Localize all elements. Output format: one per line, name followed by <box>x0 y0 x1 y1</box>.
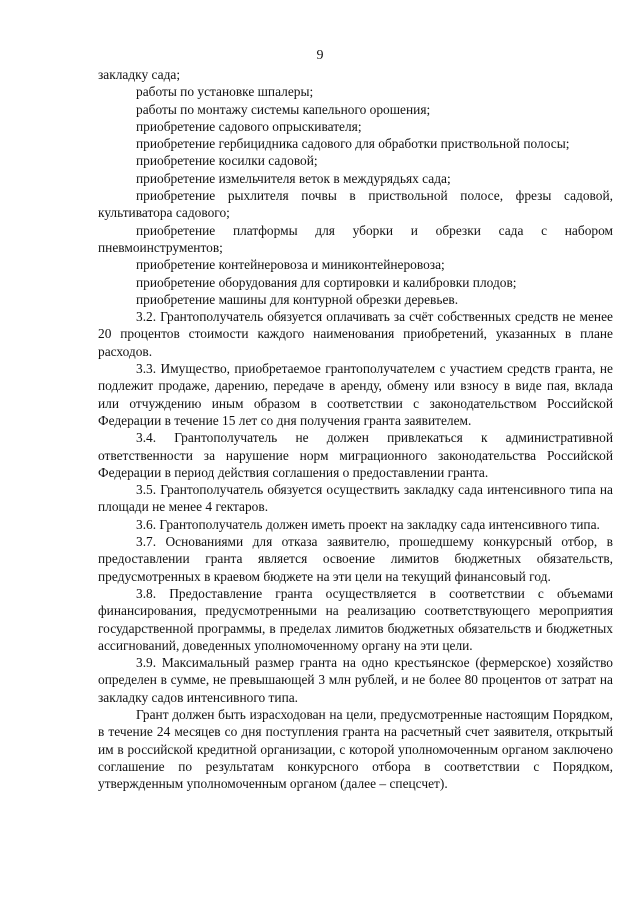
paragraph-3-5: 3.5. Грантополучатель обязуется осуществить закладку сада интенсивного типа на площади не менее 4 гектаров. <box>98 482 613 515</box>
paragraph-3-8: 3.8. Предоставление гранта осуществляется в соответствии с объемами финансирования, предусмотренными на реализацию соответствующего мероприятия государственной программы, в пределах лимитов бюджетных обязательств и бюджетных ассигнований, доведенных уполномоченному органу на эти цели. <box>98 585 613 653</box>
list-item: приобретение измельчителя веток в междурядьях сада; <box>136 170 451 186</box>
paragraph-3-3: 3.3. Имущество, приобретаемое грантополучателем с участием средств гранта, не подлежит продаже, дарению, передаче в аренду, обмену или взносу в виде пая, вклада или отчуждению иным образом в соответствии с законодательством Российской Федерации в течение 15 лет со дня получения гранта заявителем. <box>98 361 613 428</box>
paragraph-grant-usage: Грант должен быть израсходован на цели, предусмотренные настоящим Порядком, в течение 24 месяцев со дня поступления гранта на расчетный счет заявителя, открытый им в российской кредитной организации, с которой уполномоченным органом заключено соглашение по результатам конкурсного отбора в соответствии с Порядком, утвержденным уполномоченным органом (далее – спецсчет). <box>98 706 613 792</box>
document-body <box>98 66 613 792</box>
list-item: приобретение садового опрыскивателя; <box>136 118 362 134</box>
paragraph-3-9: 3.9. Максимальный размер гранта на одно крестьянское (фермерское) хозяйство определен в сумме, не превышающей 3 млн рублей, и не более 80 процентов от затрат на закладку садов интенсивного типа. <box>98 655 613 705</box>
list-item: приобретение косилки садовой; <box>136 153 318 169</box>
list-item: приобретение контейнеровоза и миниконтейнеровоза; <box>136 257 445 273</box>
paragraph-3-4: 3.4. Грантополучатель не должен привлекаться к административной ответственности за нарушение норм миграционного законодательства Российской Федерации в период действия соглашения о предоставлении гранта. <box>98 430 613 480</box>
paragraph-3-7: 3.7. Основаниями для отказа заявителю, прошедшему конкурсный отбор, в предоставлении гранта является освоение лимитов бюджетных обязательств, предусмотренных в краевом бюджете на эти цели на текущий финансовый год. <box>98 534 613 584</box>
paragraph-3-2: 3.2. Грантополучатель обязуется оплачивать за счёт собственных средств не менее 20 процентов стоимости каждого наименования приобретений, указанных в плане расходов. <box>98 309 613 359</box>
list-item: приобретение оборудования для сортировки и калибровки плодов; <box>136 274 517 290</box>
intro-line: закладку сада; <box>98 67 181 82</box>
list-item: приобретение рыхлителя почвы в приствольной полосе, фрезы садовой, культиватора садового; <box>98 188 613 221</box>
page-number: 9 <box>316 48 324 63</box>
list-item: работы по монтажу системы капельного орошения; <box>136 101 431 117</box>
list-item: приобретение гербицидника садового для обработки приствольной полосы; <box>136 136 570 152</box>
list-item: работы по установке шпалеры; <box>136 84 314 100</box>
list-item: приобретение машины для контурной обрезки деревьев. <box>136 291 459 307</box>
list-item: приобретение платформы для уборки и обрезки сада с набором пневмоинструментов; <box>98 222 613 255</box>
paragraph-3-6: 3.6. Грантополучатель должен иметь проект на закладку сада интенсивного типа. <box>136 516 600 532</box>
expense-list <box>98 83 613 308</box>
